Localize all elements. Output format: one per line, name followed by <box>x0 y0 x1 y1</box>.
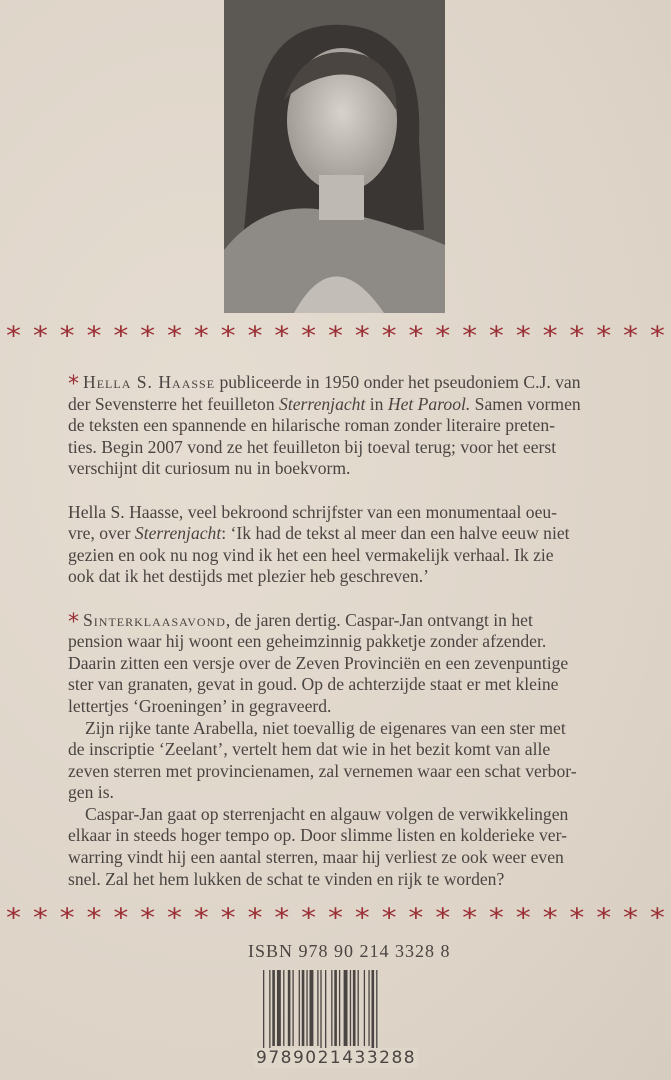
barcode-bar <box>317 970 318 1046</box>
star-ornament: * <box>86 903 102 934</box>
star-ornament: * <box>408 903 424 934</box>
barcode-bar <box>302 970 305 1046</box>
barcode-bar <box>292 970 293 1046</box>
italic-title: Het Parool. <box>387 393 471 414</box>
text-segment: lettertjes ‘Groeningen’ in gegraveerd. <box>68 695 332 716</box>
text-line <box>68 847 648 869</box>
barcode-bar <box>331 970 332 1046</box>
text-line <box>68 804 648 826</box>
star-ornament: * <box>193 903 209 934</box>
text-segment: warring vindt hij een aantal sterren, maar hij verliest ze ook weer even <box>68 847 564 868</box>
text-line <box>68 502 648 524</box>
barcode-bar <box>364 970 365 1046</box>
barcode-bar <box>334 970 337 1046</box>
text-line <box>68 782 648 804</box>
text-line <box>68 761 648 783</box>
barcode-bar <box>310 970 314 1046</box>
star-ornament: * <box>32 903 48 934</box>
text-line <box>68 372 648 397</box>
star-ornament: * <box>515 903 531 934</box>
star-ornament: * <box>166 903 182 934</box>
text-line <box>68 609 648 635</box>
blurb-paragraph-1 <box>68 372 648 480</box>
star-divider-top <box>0 322 671 352</box>
star-ornament: * <box>140 321 156 352</box>
text-line <box>68 674 648 696</box>
star-divider-bottom <box>0 904 671 934</box>
text-segment: ster van granaten, gevat in goud. Op de achterzijde staat er met kleine <box>68 674 559 695</box>
star-ornament: * <box>488 903 504 934</box>
text-line <box>68 566 648 588</box>
star-ornament: * <box>408 321 424 352</box>
star-ornament: * <box>59 903 75 934</box>
text-segment: Zijn rijke tante Arabella, niet toevallig de eigenares van een ster met <box>85 717 566 738</box>
text-segment: : ‘Ik had de tekst al meer dan een halve eeuw niet <box>221 523 570 544</box>
text-segment: gezien en ook nu nog vind ik het een heel vermakelijk verhaal. Ik zie <box>68 544 554 565</box>
star-ornament: * <box>220 903 236 934</box>
star-ornament: * <box>649 903 665 934</box>
star-ornament: * <box>623 321 639 352</box>
star-ornament: * <box>542 903 558 934</box>
isbn-label: ISBN 978 90 214 3328 8 <box>248 941 451 961</box>
text-line <box>68 825 648 847</box>
text-segment: snel. Zal het hem lukken de schat te vinden en rijk te worden? <box>68 868 505 889</box>
text-line <box>68 458 648 480</box>
star-ornament: * <box>542 321 558 352</box>
text-segment: de teksten een spannende en hilarische roman zonder literaire preten- <box>68 415 556 436</box>
star-bullet-icon: * <box>68 609 79 635</box>
text-line <box>68 739 648 761</box>
star-bullet-icon: * <box>68 372 79 397</box>
star-ornament: * <box>435 321 451 352</box>
star-ornament: * <box>301 321 317 352</box>
text-line <box>68 696 648 718</box>
star-ornament: * <box>354 321 370 352</box>
barcode-bar <box>283 970 284 1046</box>
star-ornament: * <box>140 903 156 934</box>
star-ornament: * <box>515 321 531 352</box>
text-segment: Hella S. Haasse, veel bekroond schrijfster van een monumentaal oeu- <box>68 501 558 522</box>
star-ornament: * <box>354 903 370 934</box>
star-ornament: * <box>113 321 129 352</box>
barcode-bar <box>358 970 359 1046</box>
star-ornament: * <box>327 321 343 352</box>
star-ornament: * <box>569 903 585 934</box>
barcode-bar <box>344 970 348 1046</box>
text-segment: in <box>365 393 388 414</box>
blurb-paragraph-5 <box>68 804 648 890</box>
star-ornament: * <box>596 321 612 352</box>
barcode-bar <box>350 970 351 1046</box>
blurb-paragraph-4 <box>68 718 648 804</box>
text-segment: de inscriptie ‘Zeelant’, vertelt hem dat wie in het bezit komt van alle <box>68 739 551 760</box>
star-ornament: * <box>166 321 182 352</box>
text-line <box>68 415 648 437</box>
star-ornament: * <box>247 903 263 934</box>
text-segment: zeven sterren met provincienamen, zal vernemen waar een schat verbor- <box>68 760 577 781</box>
text-line <box>68 523 648 545</box>
star-ornament: * <box>488 321 504 352</box>
text-segment: der Sevensterre het feuilleton <box>68 393 280 414</box>
text-segment: Caspar-Jan gaat op sterrenjacht en algauw volgen de verwikkelingen <box>85 803 569 824</box>
star-ornament: * <box>623 903 639 934</box>
barcode-bar <box>368 970 369 1046</box>
barcode-bar <box>353 970 356 1046</box>
star-ornament: * <box>435 903 451 934</box>
text-segment: ties. Begin 2007 vond ze het feuilleton bij toeval terug; voor het eerst <box>68 436 557 457</box>
barcode-bar <box>306 970 307 1046</box>
text-segment: elkaar in steeds hoger tempo op. Door slimme listen en kolderieke ver- <box>68 825 567 846</box>
barcode-digits: 9789021433288 <box>256 1048 417 1068</box>
star-ornament: * <box>32 321 48 352</box>
text-line <box>68 545 648 567</box>
star-ornament: * <box>462 903 478 934</box>
barcode-bar <box>288 970 291 1046</box>
lead-in-small-caps: Sinterklaasavond <box>83 609 226 630</box>
star-ornament: * <box>301 903 317 934</box>
author-photo <box>224 0 445 313</box>
star-ornament: * <box>569 321 585 352</box>
barcode-bar <box>339 970 340 1046</box>
text-segment: pension waar hij woont een geheimzinnig pakketje zonder afzender. <box>68 631 547 652</box>
star-ornament: * <box>274 903 290 934</box>
star-ornament: * <box>59 321 75 352</box>
barcode-bar <box>272 970 275 1046</box>
text-segment: Daarin zitten een versje over de Zeven Provinciën en een zevenpuntige <box>68 652 569 673</box>
text-line <box>68 437 648 459</box>
star-ornament: * <box>327 903 343 934</box>
text-segment: , de jaren dertig. Caspar-Jan ontvangt in het <box>225 609 533 630</box>
star-ornament: * <box>113 903 129 934</box>
text-line <box>68 653 648 675</box>
barcode-bar <box>277 970 281 1046</box>
star-ornament: * <box>381 903 397 934</box>
star-ornament: * <box>649 321 665 352</box>
italic-title: Sterrenjacht <box>134 523 222 544</box>
text-segment: verschijnt dit curiosum nu in boekvorm. <box>68 458 351 479</box>
blurb-paragraph-2 <box>68 502 648 588</box>
star-ornament: * <box>6 321 21 352</box>
text-segment: Samen vormen <box>470 393 581 414</box>
blurb-paragraph-3 <box>68 610 648 718</box>
text-line <box>68 631 648 653</box>
text-segment: vre, over <box>68 523 135 544</box>
star-ornament: * <box>596 903 612 934</box>
star-ornament: * <box>6 903 21 934</box>
star-ornament: * <box>274 321 290 352</box>
star-ornament: * <box>247 321 263 352</box>
italic-title: Sterrenjacht <box>279 393 366 414</box>
text-segment: gen is. <box>68 782 114 803</box>
lead-in-small-caps: Hella S. Haasse <box>83 372 216 392</box>
text-segment: publiceerde in 1950 onder het pseudoniem C.J. van <box>215 372 581 392</box>
author-portrait-icon <box>224 0 445 313</box>
text-line <box>68 869 648 891</box>
star-ornament: * <box>381 321 397 352</box>
blurb-column <box>68 372 648 912</box>
text-line <box>68 718 648 740</box>
star-ornament: * <box>220 321 236 352</box>
text-segment: ook dat ik het destijds met plezier heb geschreven.’ <box>68 566 430 587</box>
star-ornament: * <box>86 321 102 352</box>
star-ornament: * <box>193 321 209 352</box>
barcode-bar <box>299 970 300 1046</box>
text-line <box>68 394 648 416</box>
star-ornament: * <box>462 321 478 352</box>
